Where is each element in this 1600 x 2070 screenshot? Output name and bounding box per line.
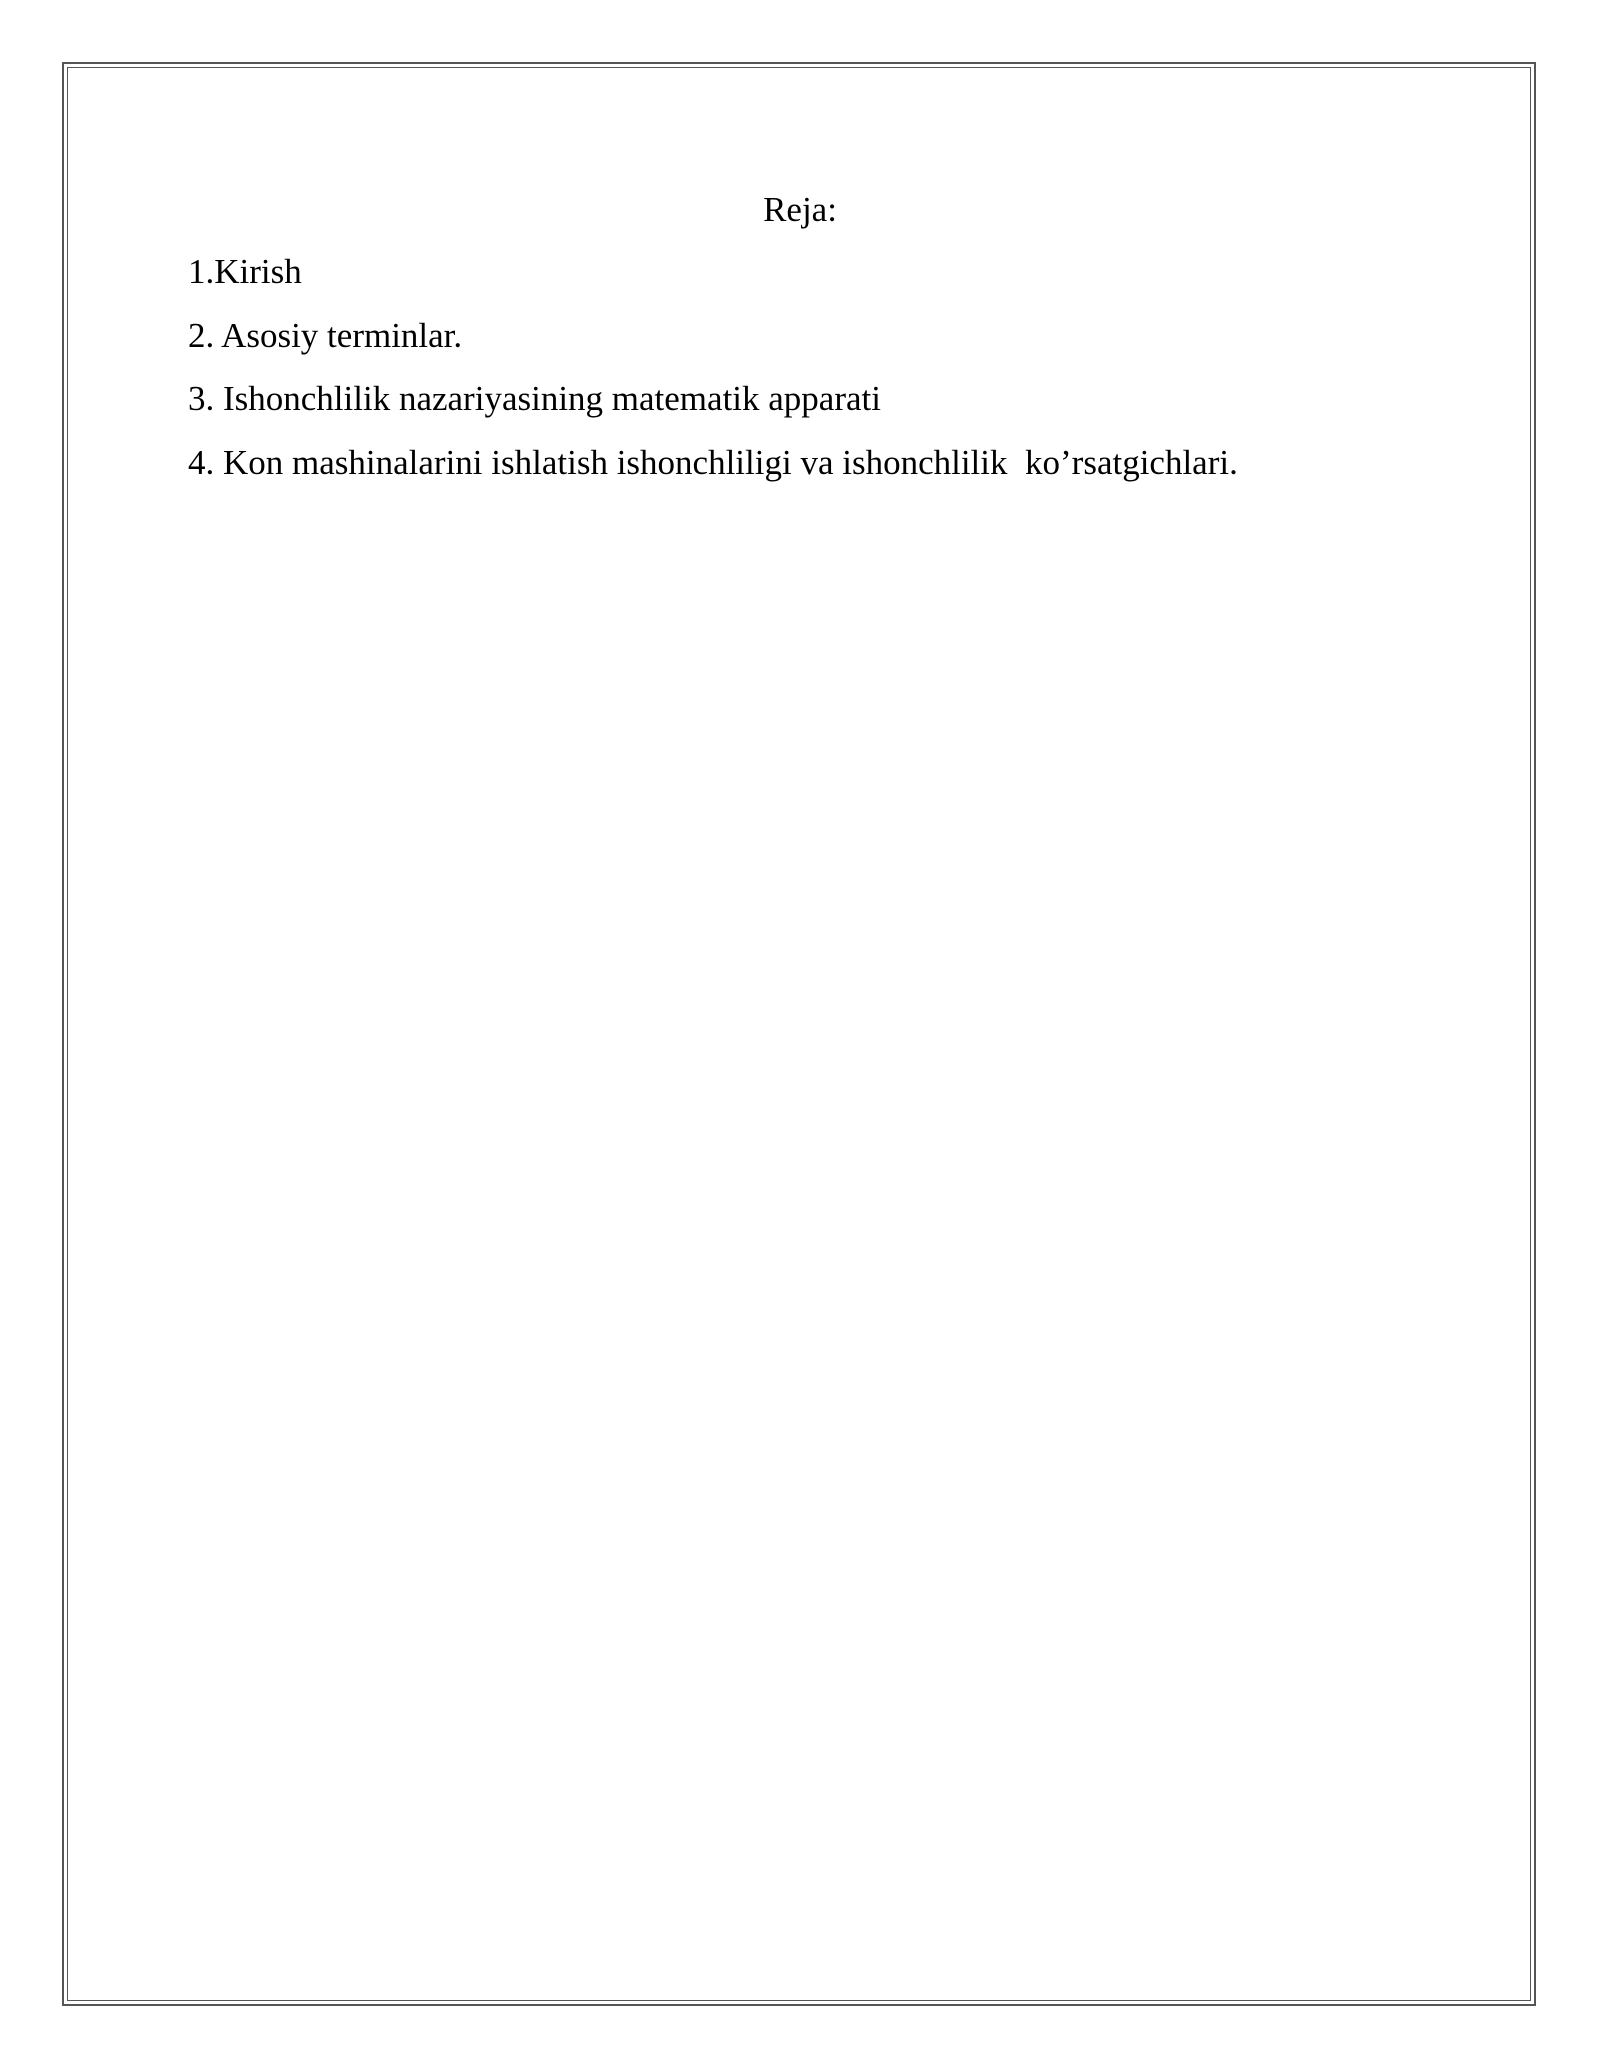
plan-list [188,250,1488,504]
plan-item-3: 3. Ishonchlilik nazariyasining matematik apparati [188,379,881,418]
plan-item-1: 1.Kirish [188,252,302,291]
plan-item-2: 2. Asosiy terminlar. [188,315,463,355]
plan-item-4: 4. Kon mashinalarini ishlatish ishonchliligi va ishonchlilik ko’rsatgichlari. [188,442,1238,482]
page-title: Reja: [763,190,837,229]
